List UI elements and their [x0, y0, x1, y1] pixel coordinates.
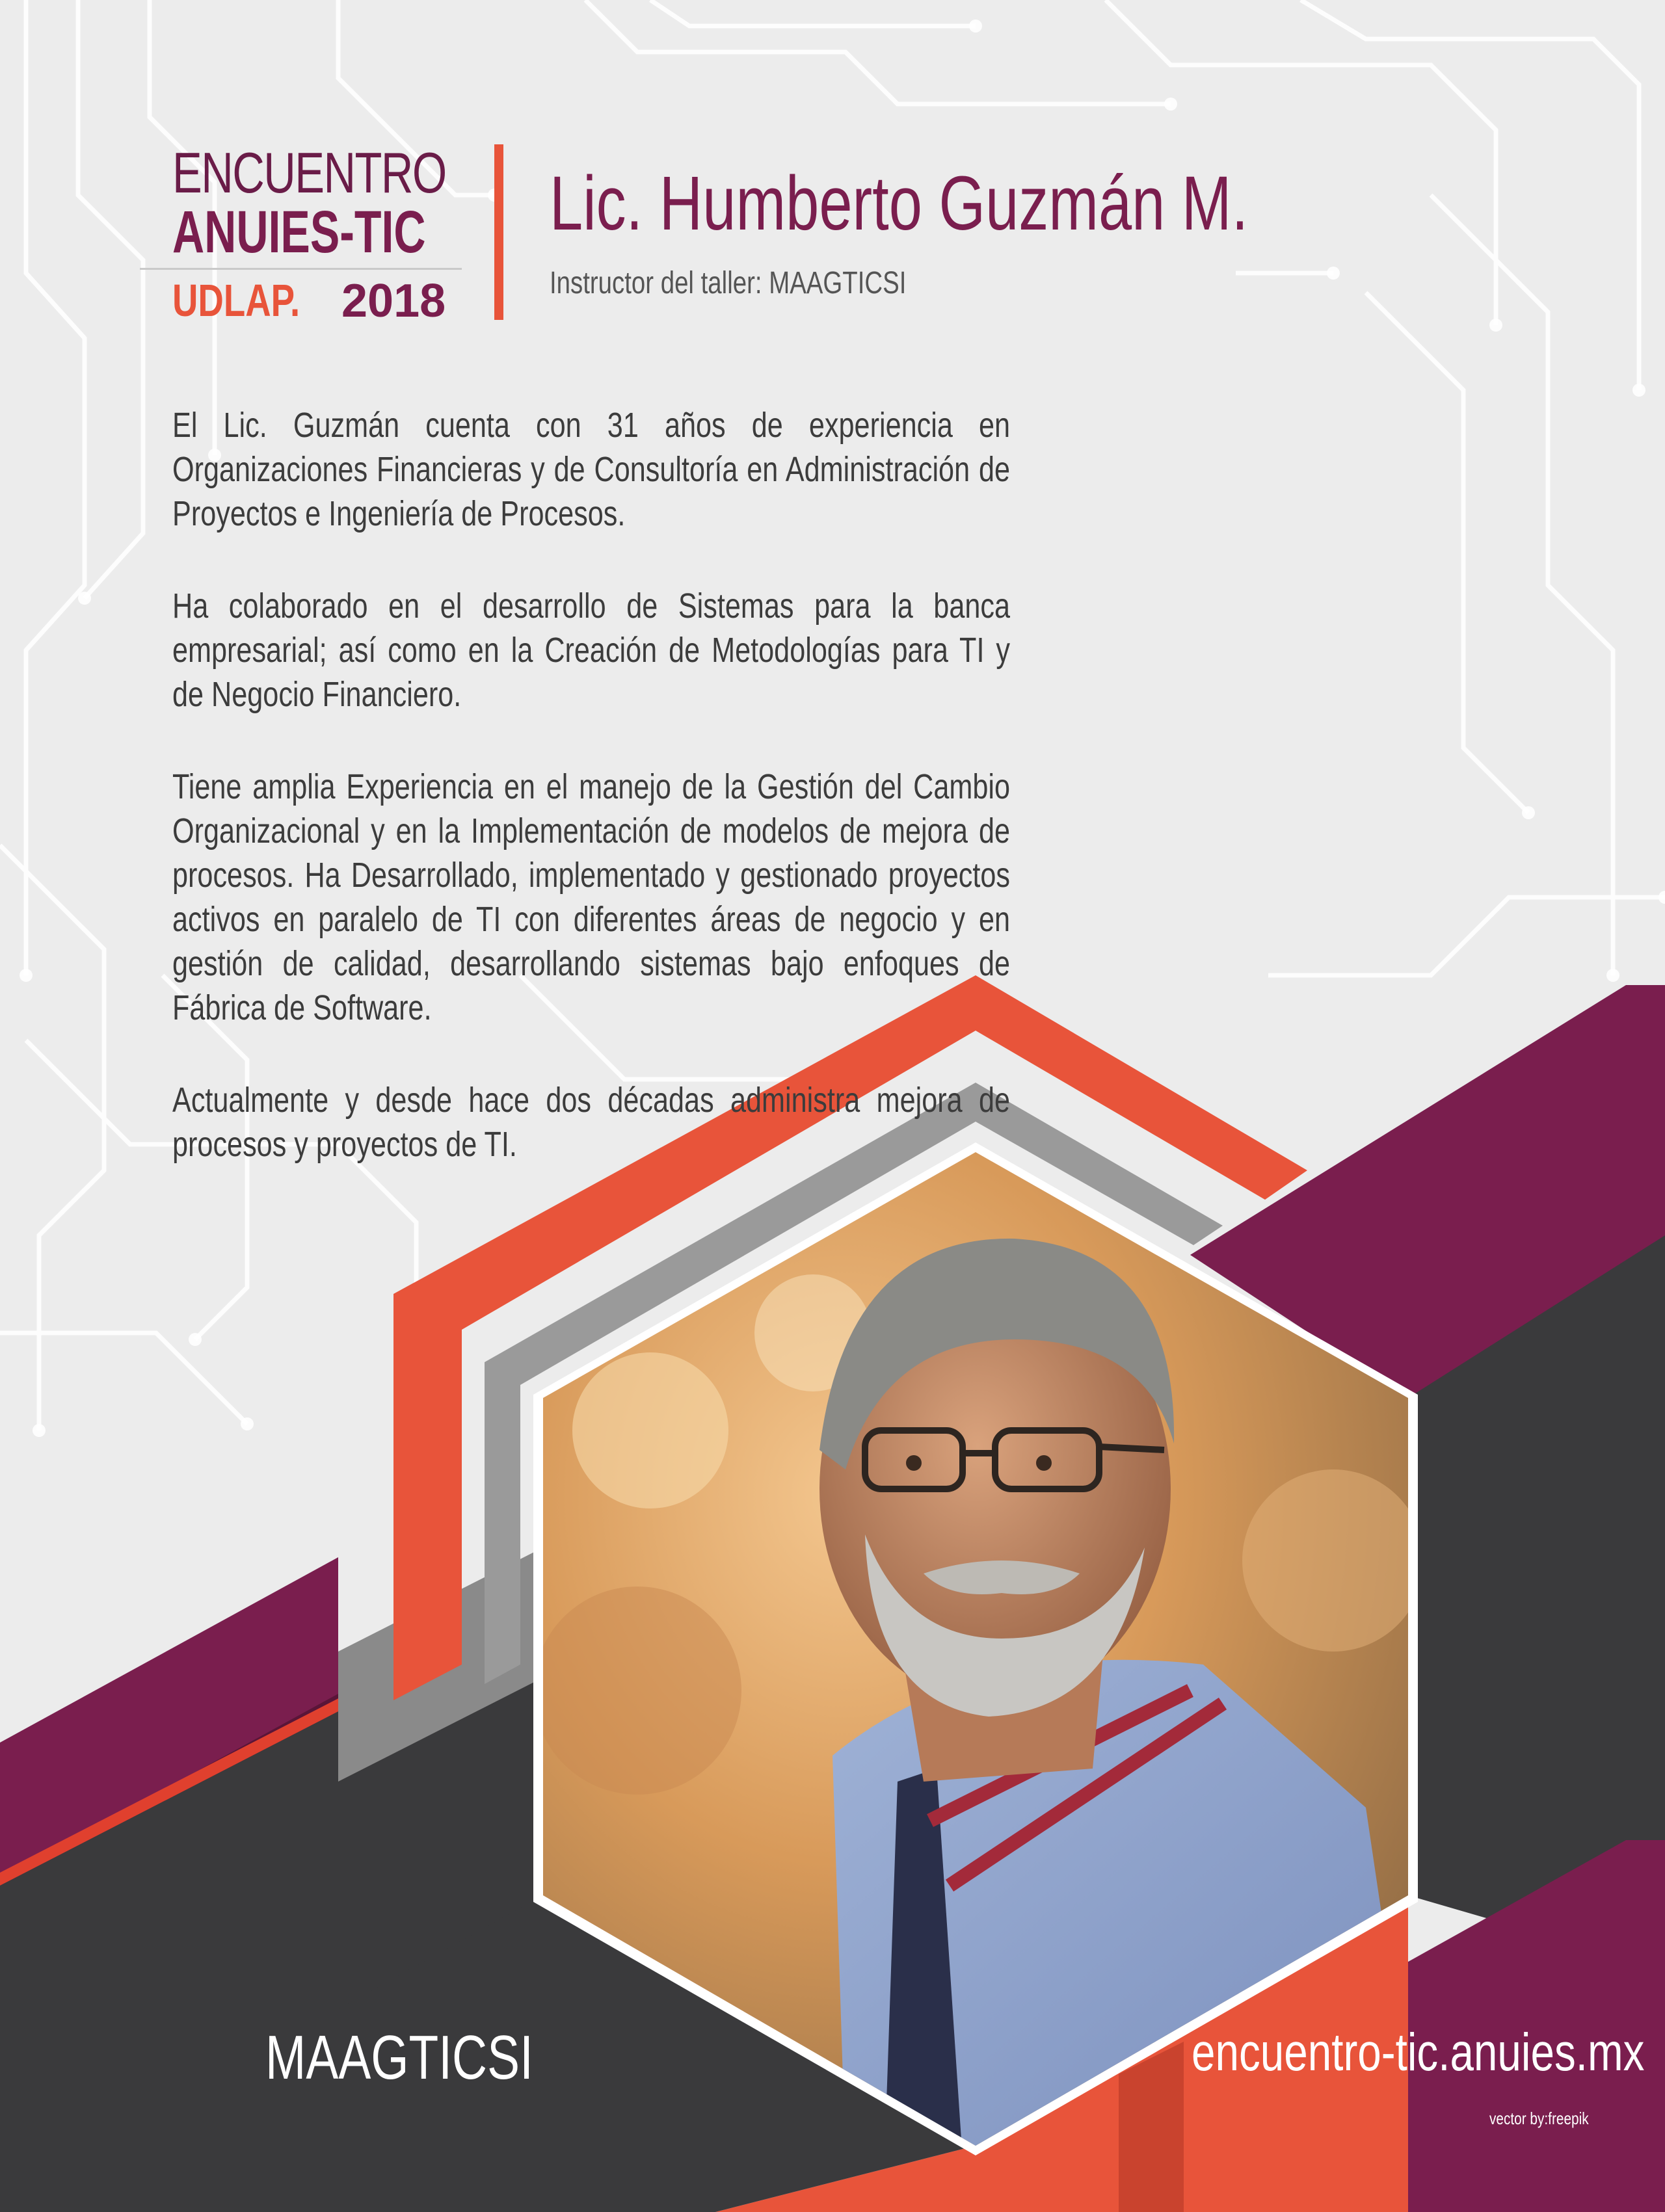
bio-paragraph: Tiene amplia Experiencia en el manejo de la Gestión del Cambio Organizacional y en la Implementación de modelos de mejora de procesos. Ha Desarrollado, implementado y gestionado proyectos activos en paralelo de TI con diferentes áreas de negocio y en gestión de calidad, desarrollando sistemas bajo enfoques de Fábrica de Software. [172, 767, 1010, 1027]
workshop-label: MAAGTICSI [265, 2023, 533, 2092]
logo-divider [140, 268, 462, 270]
image-credit: vector by:freepik [1489, 2109, 1589, 2128]
header-divider [494, 144, 503, 320]
logo-encuentro: ENCUENTRO [172, 140, 446, 205]
event-logo [130, 130, 468, 325]
speaker-name: Lic. Humberto Guzmán M. [550, 161, 1249, 246]
website-url[interactable]: encuentro-tic.anuies.mx [1192, 2023, 1645, 2082]
logo-anuies-tic: ANUIES-TIC [172, 199, 426, 265]
logo-year: 2018 [341, 275, 446, 327]
speaker-role: Instructor del taller: MAAGTICSI [550, 266, 907, 300]
bio-paragraph: Actualmente y desde hace dos décadas administra mejora de procesos y proyectos de TI. [172, 1081, 1010, 1164]
bio-paragraph: El Lic. Guzmán cuenta con 31 años de experiencia en Organizaciones Financieras y de Consultoría en Administración de Proyectos e Ingeniería de Procesos. [172, 406, 1010, 533]
logo-udlap: UDLAP. [172, 275, 300, 326]
speaker-bio [172, 403, 1010, 1215]
bio-paragraph: Ha colaborado en el desarrollo de Sistemas para la banca empresarial; así como en la Creación de Metodologías para TI y de Negocio Financiero. [172, 586, 1010, 714]
